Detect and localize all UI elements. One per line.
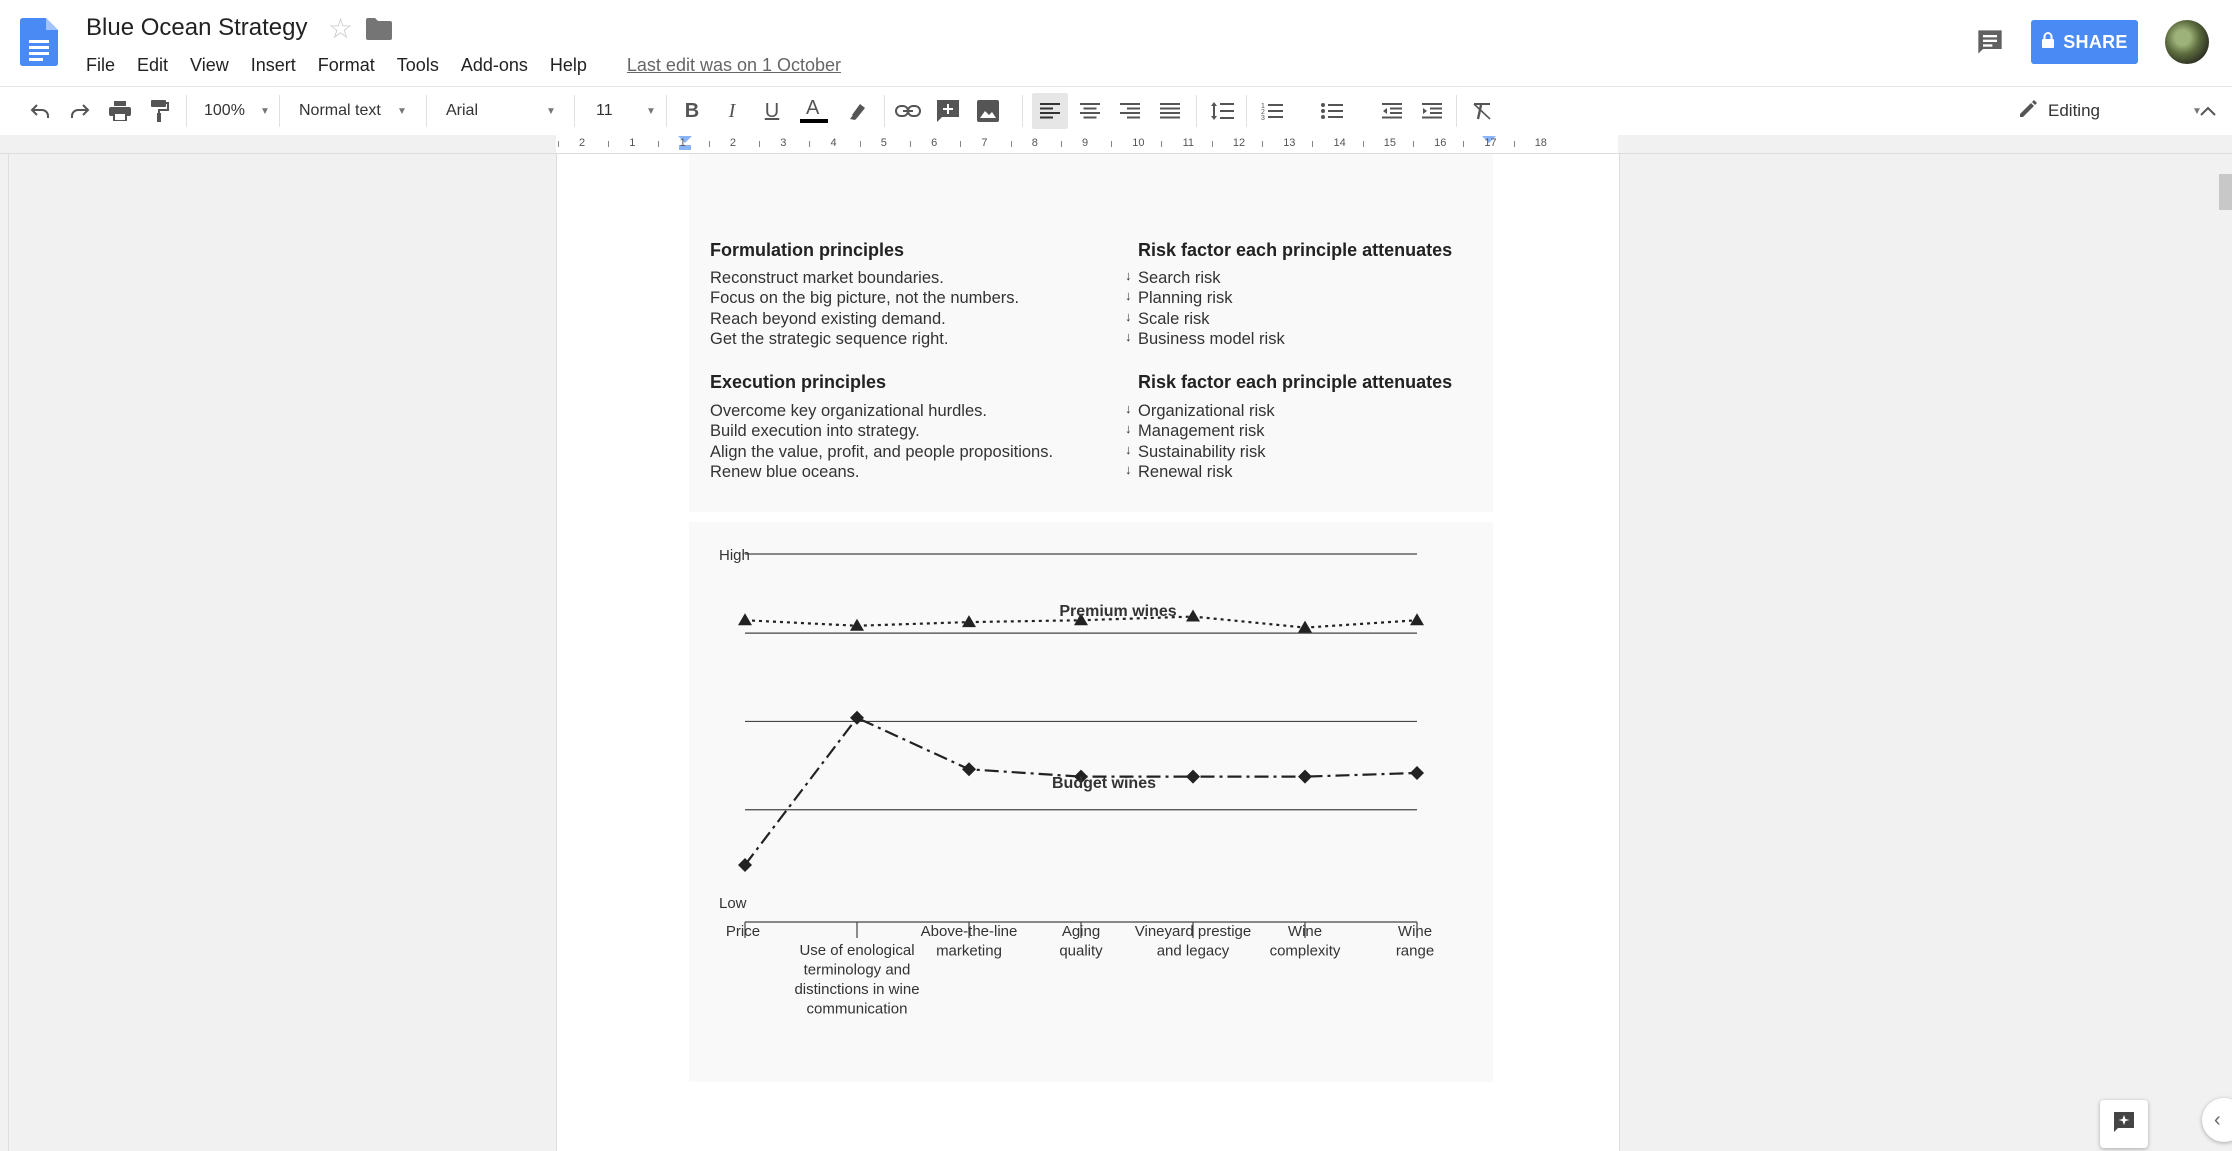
x-tick-label: marketing <box>936 942 1002 960</box>
chevron-left-icon: ‹ <box>2214 1108 2221 1131</box>
toolbar-divider <box>1246 95 1247 127</box>
toolbar-divider <box>1196 95 1197 127</box>
data-point-budget <box>1298 770 1312 784</box>
align-right-icon[interactable] <box>1114 87 1146 135</box>
formulation-risk: Search risk <box>1138 269 1221 287</box>
formulation-risk-heading: Risk factor each principle attenuates <box>1138 240 1453 260</box>
ruler-tick <box>709 141 710 147</box>
arrow-down-icon: ↓ <box>1125 421 1132 436</box>
x-tick-label: communication <box>806 1000 908 1018</box>
ruler-tick <box>759 141 760 147</box>
formulation-item: Reach beyond existing demand. <box>710 310 946 328</box>
toolbar <box>0 86 2232 136</box>
ruler-number: 14 <box>1333 137 1346 149</box>
execution-risk: Renewal risk <box>1138 463 1233 481</box>
app-header <box>0 0 2232 86</box>
menu-addons[interactable]: Add-ons <box>460 55 528 75</box>
justify-icon[interactable] <box>1154 87 1186 135</box>
ruler-tick <box>1061 141 1062 147</box>
italic-icon[interactable]: I <box>728 99 736 122</box>
formulation-item: Get the strategic sequence right. <box>710 330 949 348</box>
ruler-number: 15 <box>1383 137 1397 149</box>
last-edit-link[interactable]: Last edit was on 1 October <box>626 55 842 75</box>
menu-file[interactable]: File <box>86 55 116 75</box>
menu-bar <box>86 52 841 80</box>
data-point-premium <box>1410 613 1424 625</box>
ruler-number: 4 <box>830 137 837 149</box>
toolbar-divider <box>1022 95 1023 127</box>
ruler-tick <box>809 141 810 147</box>
chart-svg <box>689 522 1493 1082</box>
highlight-icon[interactable] <box>842 87 874 135</box>
toolbar-divider <box>884 95 885 127</box>
ruler-number: 9 <box>1082 137 1089 149</box>
font-select[interactable] <box>436 87 568 135</box>
pencil-icon <box>2018 99 2038 124</box>
series-label-premium: Premium wines <box>1059 603 1177 620</box>
insert-comment-icon[interactable] <box>932 87 964 135</box>
avatar[interactable] <box>2165 20 2209 64</box>
x-tick-label: Above-the-line <box>920 923 1018 940</box>
toolbar-divider <box>279 95 280 127</box>
share-button[interactable] <box>2031 20 2138 64</box>
bold-icon[interactable]: B <box>684 99 700 122</box>
ruler-tick <box>658 141 659 147</box>
style-value: Normal text <box>299 102 381 119</box>
toolbar-divider <box>666 95 667 127</box>
menu-edit[interactable]: Edit <box>137 55 169 75</box>
ruler-number: 10 <box>1132 137 1145 149</box>
explore-icon <box>2112 1110 2136 1139</box>
formulation-risk: Planning risk <box>1138 289 1233 307</box>
comments-icon[interactable] <box>1976 28 2004 61</box>
ruler-tick <box>1011 141 1012 147</box>
ruler-tick <box>1262 141 1263 147</box>
formulation-item: Reconstruct market boundaries. <box>710 269 944 287</box>
ruler-number: 16 <box>1434 137 1447 149</box>
caret-down-icon: ▼ <box>397 105 407 117</box>
menu-tools[interactable]: Tools <box>396 55 439 75</box>
svg-text:1: 1 <box>1261 103 1265 110</box>
ruler-tick <box>1212 141 1213 147</box>
menu-help[interactable]: Help <box>549 55 587 75</box>
toolbar-divider <box>186 95 187 127</box>
data-point-budget <box>1186 770 1200 784</box>
zoom-select[interactable] <box>196 87 276 135</box>
link-icon[interactable] <box>892 87 924 135</box>
x-tick-label: distinctions in wine <box>794 981 920 998</box>
ruler-tick <box>1514 141 1515 147</box>
ruler-number: 2 <box>729 137 737 149</box>
x-tick-label: and legacy <box>1156 942 1230 960</box>
caret-down-icon: ▼ <box>260 105 270 117</box>
toolbar-divider <box>1456 95 1457 127</box>
font-value: Arial <box>446 102 479 119</box>
x-tick-label: Aging <box>1061 923 1101 940</box>
x-tick-label: Wine <box>1397 923 1433 940</box>
ruler-tick <box>1312 141 1313 147</box>
ruler-number: 13 <box>1283 137 1296 149</box>
caret-down-icon: ▼ <box>546 105 556 117</box>
clear-formatting-icon[interactable] <box>1466 87 1498 135</box>
ruler-tick <box>960 141 961 147</box>
formulation-item: Focus on the big picture, not the numbers. <box>710 289 1020 307</box>
ruler-number: 17 <box>1484 137 1497 149</box>
document-canvas[interactable] <box>0 154 2232 1151</box>
arrow-down-icon: ↓ <box>1125 442 1132 457</box>
x-tick-label: complexity <box>1269 942 1341 960</box>
y-label-high: High <box>719 547 750 564</box>
toolbar-divider <box>574 95 575 127</box>
execution-item: Align the value, profit, and people propositions. <box>710 443 1054 461</box>
data-point-budget <box>1410 766 1424 780</box>
explore-button[interactable] <box>2100 1100 2148 1148</box>
ruler-number: 18 <box>1534 137 1547 149</box>
text-color-icon[interactable] <box>796 87 832 135</box>
ruler-number: 6 <box>931 137 938 149</box>
share-label: SHARE <box>2063 31 2128 52</box>
data-point-budget <box>850 711 864 725</box>
toolbar-divider <box>426 95 427 127</box>
ruler-number: 2 <box>579 137 586 149</box>
ruler-tick <box>1161 141 1162 147</box>
ruler-tick <box>1463 141 1464 147</box>
svg-text:A: A <box>806 97 820 119</box>
series-label-budget: Budget wines <box>1051 775 1157 792</box>
execution-heading: Execution principles <box>710 372 887 392</box>
ruler-tick <box>1111 141 1112 147</box>
menu-insert[interactable]: Insert <box>250 55 296 75</box>
arrow-down-icon: ↓ <box>1125 288 1132 303</box>
ruler-tick <box>558 141 559 147</box>
folder-icon[interactable] <box>366 18 392 45</box>
ruler-tick <box>910 141 911 147</box>
ruler-tick <box>1363 141 1364 147</box>
y-label-low: Low <box>719 895 747 912</box>
redo-icon[interactable] <box>64 87 96 135</box>
data-point-premium <box>738 613 752 625</box>
x-tick-label: Vineyard prestige <box>1134 923 1252 940</box>
bulleted-list-icon[interactable] <box>1316 87 1348 135</box>
ruler-number: 5 <box>880 137 887 149</box>
arrow-down-icon: ↓ <box>1125 401 1132 416</box>
x-tick-label: Wine <box>1287 923 1323 940</box>
paint-format-icon[interactable] <box>144 87 176 135</box>
execution-risk: Sustainability risk <box>1138 443 1266 461</box>
print-icon[interactable] <box>104 87 136 135</box>
strategy-canvas-chart[interactable] <box>689 522 1493 1082</box>
paragraph-style-select[interactable] <box>289 87 421 135</box>
star-icon[interactable]: ☆ <box>328 13 354 44</box>
arrow-down-icon: ↓ <box>1125 268 1132 283</box>
caret-down-icon: ▼ <box>646 105 656 117</box>
font-size-select[interactable] <box>584 87 660 135</box>
formulation-risk: Scale risk <box>1138 310 1210 328</box>
ruler-number: 8 <box>1031 137 1038 149</box>
menu-format[interactable]: Format <box>317 55 375 75</box>
ruler[interactable] <box>0 135 2232 154</box>
x-tick-label: Use of enological <box>799 942 915 959</box>
document-title[interactable]: Blue Ocean Strategy <box>86 14 308 41</box>
document-page[interactable] <box>556 154 1620 1151</box>
arrow-down-icon: ↓ <box>1125 309 1132 324</box>
increase-indent-icon[interactable] <box>1416 87 1448 135</box>
lock-icon <box>2041 32 2055 53</box>
caret-down-icon: ▼ <box>2191 105 2202 117</box>
line-spacing-icon[interactable] <box>1206 87 1238 135</box>
x-tick-label: quality <box>1059 942 1103 960</box>
scrollbar-thumb[interactable] <box>2219 174 2232 210</box>
align-center-icon[interactable] <box>1074 87 1106 135</box>
underline-icon[interactable]: U <box>764 99 780 122</box>
font-size-value: 11 <box>596 102 613 119</box>
ruler-number: 3 <box>780 137 787 149</box>
arrow-down-icon: ↓ <box>1125 462 1132 477</box>
principles-figure[interactable] <box>689 154 1493 512</box>
arrow-down-icon: ↓ <box>1125 329 1132 344</box>
docs-logo-icon[interactable] <box>20 18 58 71</box>
execution-item: Renew blue oceans. <box>710 463 860 481</box>
decrease-indent-icon[interactable] <box>1376 87 1408 135</box>
menu-view[interactable]: View <box>190 55 229 75</box>
undo-icon[interactable] <box>24 87 56 135</box>
ruler-number: 1 <box>629 137 636 149</box>
x-tick-label: terminology and <box>803 961 911 979</box>
x-tick-label: Price <box>725 923 761 940</box>
numbered-list-icon[interactable] <box>1256 87 1288 135</box>
data-point-premium <box>1186 610 1200 622</box>
svg-text:3: 3 <box>1261 115 1265 120</box>
execution-item: Build execution into strategy. <box>710 422 920 440</box>
execution-risk-heading: Risk factor each principle attenuates <box>1138 372 1453 392</box>
svg-text:2: 2 <box>1261 109 1265 116</box>
zoom-value: 100% <box>204 102 245 119</box>
x-tick-label: range <box>1395 942 1435 960</box>
data-point-premium <box>962 615 976 627</box>
page-gutter-line <box>8 154 9 1151</box>
execution-risk: Management risk <box>1138 422 1265 440</box>
ruler-indent-markers[interactable] <box>0 135 2232 153</box>
ruler-tick <box>1413 141 1414 147</box>
ruler-number: 11 <box>1182 137 1195 149</box>
editing-mode-label: Editing <box>2048 101 2100 120</box>
align-left-icon[interactable] <box>1032 93 1068 129</box>
formulation-heading: Formulation principles <box>710 240 905 260</box>
collapse-toolbar-icon[interactable] <box>2196 87 2220 135</box>
execution-risk: Organizational risk <box>1138 402 1275 420</box>
data-point-budget <box>962 762 976 776</box>
execution-item: Overcome key organizational hurdles. <box>710 402 987 420</box>
ruler-number: 12 <box>1232 137 1246 149</box>
ruler-number: 7 <box>981 137 988 149</box>
insert-image-icon[interactable] <box>972 87 1004 135</box>
ruler-number: 1 <box>679 137 686 149</box>
editing-mode-select[interactable] <box>2018 87 2202 135</box>
ruler-tick <box>608 141 609 147</box>
formulation-risk: Business model risk <box>1138 330 1285 348</box>
ruler-tick <box>860 141 861 147</box>
